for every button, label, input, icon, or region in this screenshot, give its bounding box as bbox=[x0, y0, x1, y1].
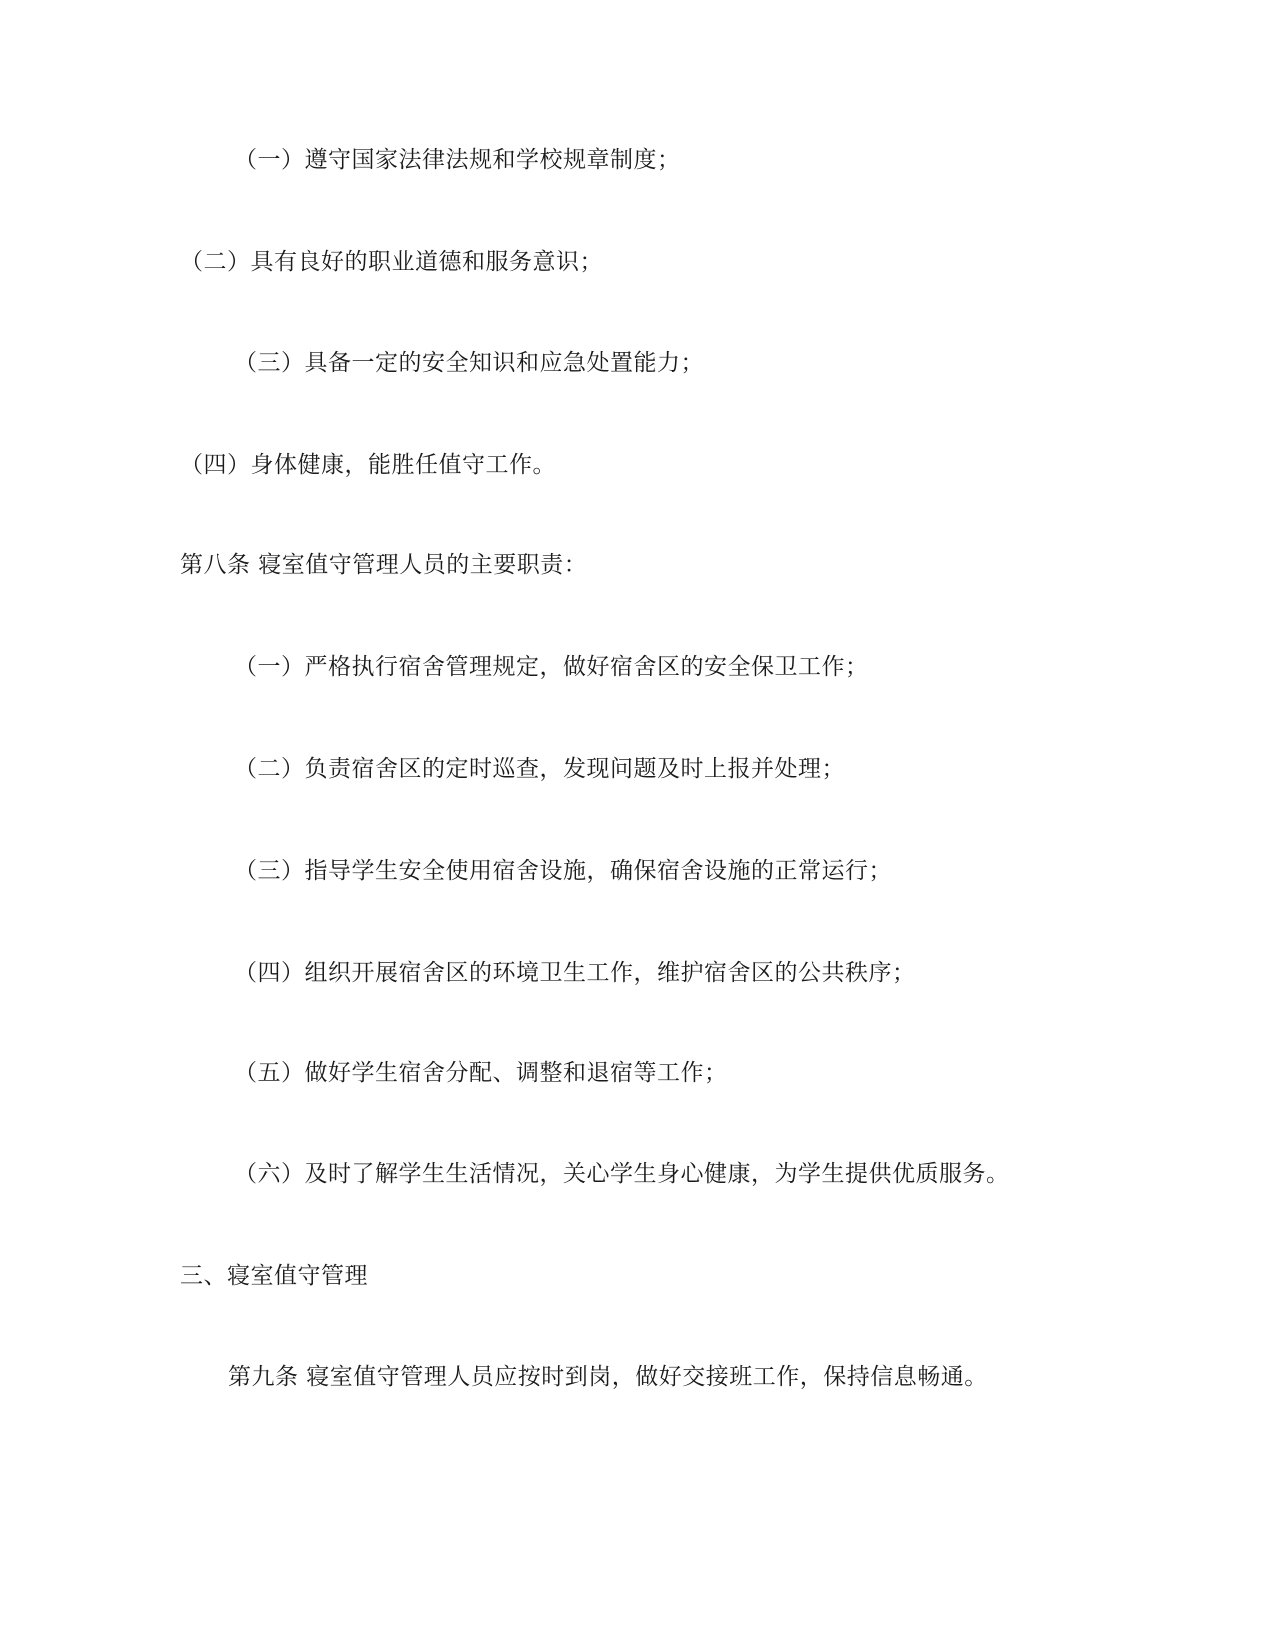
paragraph-line-duty-5: （五）做好学生宿舍分配、调整和退宿等工作； bbox=[234, 1060, 728, 1086]
paragraph-line-duty-1: （一）严格执行宿舍管理规定，做好宿舍区的安全保卫工作； bbox=[234, 654, 869, 680]
paragraph-line-qualification-3: （三）具备一定的安全知识和应急处置能力； bbox=[234, 350, 704, 376]
paragraph-line-duty-3: （三）指导学生安全使用宿舍设施，确保宿舍设施的正常运行； bbox=[234, 858, 892, 884]
paragraph-line-qualification-4: （四）身体健康，能胜任值守工作。 bbox=[180, 452, 556, 478]
paragraph-line-duty-2: （二）负责宿舍区的定时巡查，发现问题及时上报并处理； bbox=[234, 756, 845, 782]
article-8-heading: 第八条 寝室值守管理人员的主要职责： bbox=[180, 552, 588, 578]
paragraph-line-duty-4: （四）组织开展宿舍区的环境卫生工作，维护宿舍区的公共秩序； bbox=[234, 960, 916, 986]
article-9-line: 第九条 寝室值守管理人员应按时到岗，做好交接班工作，保持信息畅通。 bbox=[228, 1364, 988, 1390]
section-3-heading: 三、寝室值守管理 bbox=[180, 1263, 368, 1289]
paragraph-line-qualification-2: （二）具有良好的职业道德和服务意识； bbox=[180, 249, 603, 275]
paragraph-line-qualification-1: （一）遵守国家法律法规和学校规章制度； bbox=[234, 147, 681, 173]
paragraph-line-duty-6: （六）及时了解学生生活情况，关心学生身心健康，为学生提供优质服务。 bbox=[234, 1161, 1010, 1187]
